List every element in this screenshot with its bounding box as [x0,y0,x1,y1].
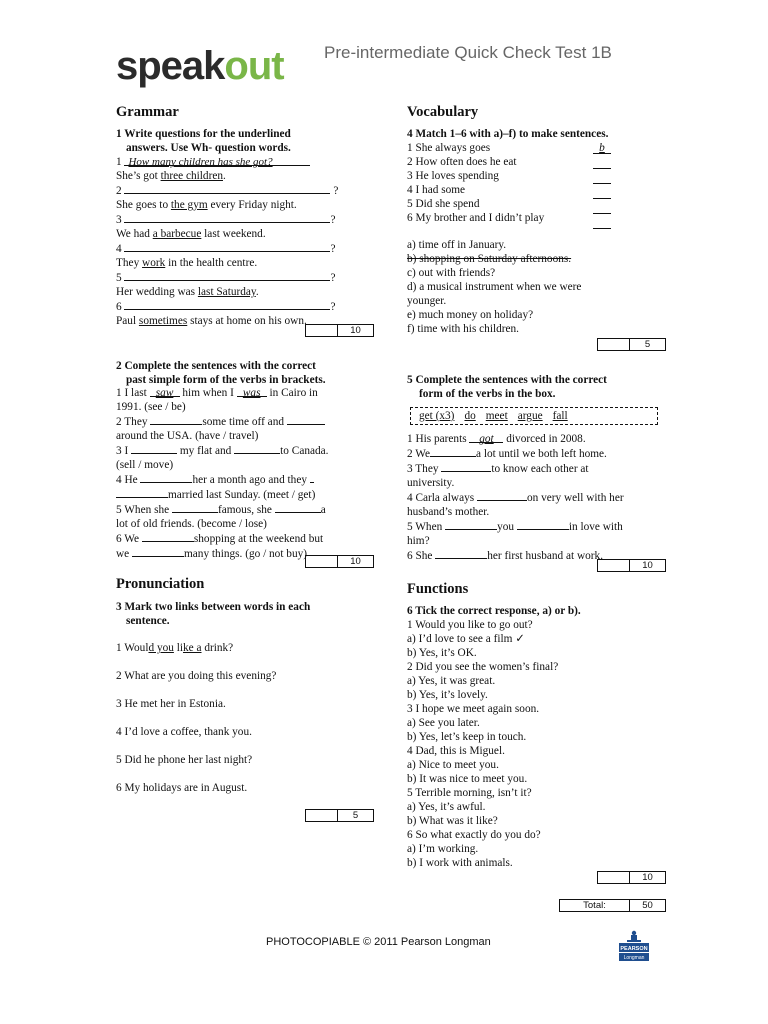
answer-blank[interactable] [124,270,330,281]
response-option[interactable]: b) I work with animals. [407,857,513,869]
functions-list: 1 Would you like to go out? a) I’d love to see a film ✓ b) Yes, it’s OK. 2 Did you see the women’s final? a) Yes, it was great. b) Yes, it’s lovely. 3 I hope we meet again soon. a) See you later. b) Yes, let’s keep in touch. 4 Dad, this is Miguel. a) Nice to meet you. b) It was nice to meet you. 5 Terrible morning, isn’t it? a) Yes, it’s awful. b) What was it like? 6 So what exactly do you do? a) I’m working. b) I work with animals. [407,618,657,870]
answer-blank[interactable] [593,216,611,229]
grammar-instruction-1: 1 Write questions for the underlined answers. Use Wh- question words. [116,128,291,154]
score-box: 5 [597,338,666,351]
pronunciation-sentence-5: 5 Did he phone her last night? [116,754,253,766]
vocabulary-exercise-5: 1 His parents got divorced in 2008. 2 We a lot until we both left home. 3 They to know each other at university. 4 Carla always on very well with her husband’s mother. 5 When you in love with him? 6 She her first husband at work. [407,433,624,562]
copyright-footer: PHOTOCOPIABLE © 2011 Pearson Longman [266,936,491,948]
response-option[interactable]: b) Yes, let’s keep in touch. [407,731,527,743]
svg-text:PEARSON: PEARSON [620,946,648,952]
vocabulary-heading: Vocabulary [407,104,479,120]
response-option[interactable]: a) Yes, it’s awful. [407,801,486,813]
answer-blank[interactable] [593,186,611,199]
grammar-instruction-2: 2 Complete the sentences with the correct past simple form of the verbs in brackets. [116,360,326,386]
pearson-longman-logo [618,928,650,962]
vocabulary-instruction-5: 5 Complete the sentences with the correct form of the verbs in the box. [407,374,607,400]
vocabulary-instruction-4: 4 Match 1–6 with a)–f) to make sentences. [407,128,609,140]
answer-blank[interactable] [124,241,330,252]
score-box: 5 [305,809,374,822]
response-option[interactable]: a) See you later. [407,717,480,729]
functions-instruction: 6 Tick the correct response, a) or b). [407,605,581,617]
answer-blank[interactable] [124,212,330,223]
answer-blank[interactable] [124,299,330,310]
grammar-exercise-1: 1 How many children has she got? She’s got three children. 2 ? She goes to the gym every Friday night. 3 ? We had a barbecue last weekend. 4 ? They work in the health centre. 5 ? Her wedding was last Saturday. 6 ? Paul sometimes stays at home on his own. [116,156,339,327]
pronunciation-sentence-4: 4 I’d love a coffee, thank you. [116,726,252,738]
vocabulary-items: 1 She always goes 2 How often does he eat 3 He loves spending 4 I had some 5 Did she spend 6 My brother and I didn’t play [407,142,545,224]
pronunciation-sentence-2: 2 What are you doing this evening? [116,670,277,682]
response-option[interactable]: a) Nice to meet you. [407,759,499,771]
response-option[interactable]: b) It was nice to meet you. [407,773,528,785]
pearson-logo-icon [618,928,650,962]
pronunciation-heading: Pronunciation [116,576,205,592]
score-box: 10 [305,324,374,337]
test-title: Pre-intermediate Quick Check Test 1B [324,43,612,62]
response-option[interactable]: a) Yes, it was great. [407,675,496,687]
answer-blank[interactable] [593,201,611,214]
answer-blank[interactable] [593,171,611,184]
pronunciation-sentence-1: 1 Would you like a drink? [116,642,234,654]
score-box: 10 [597,559,666,572]
answer-blank[interactable] [593,156,611,169]
response-option[interactable]: b) What was it like? [407,815,498,827]
svg-text:Longman: Longman [623,955,645,961]
speakout-logo: speakout [116,44,284,88]
functions-heading: Functions [407,581,469,597]
response-option[interactable]: b) Yes, it’s lovely. [407,689,488,701]
vocabulary-options: a) time off in January. b) shopping on Saturday afternoons. c) out with friends? d) a musical instrument when we were younger. e) much money on holiday? f) time with his children. [407,239,582,335]
score-box: 10 [597,871,666,884]
score-box: 10 [305,555,374,568]
total-score-box: Total: 50 [559,899,666,912]
pronunciation-instruction: 3 Mark two links between words in each sentence. [116,601,311,627]
response-option[interactable]: a) I’d love to see a film ✓ [407,633,525,645]
answer-blank[interactable] [124,183,330,194]
pronunciation-sentence-6: 6 My holidays are in August. [116,782,248,794]
match-blanks: b [593,141,611,231]
grammar-exercise-2: 1 I last saw him when I was in Cairo in 1991. (see / be) 2 They some time off and around the USA. (have / travel) 3 I my flat and to Canada. (sell / move) 4 He her a month ago and they married last Sunday. (meet / get) 5 When she famous, she a lot of old friends. (become / lose) 6 We shopping at the weekend but we many things. (go / not buy) [116,387,329,560]
response-option[interactable]: b) Yes, it’s OK. [407,647,477,659]
response-option[interactable]: a) I’m working. [407,843,479,855]
word-box: get (x3) do meet argue fall [410,407,658,425]
pronunciation-sentence-3: 3 He met her in Estonia. [116,698,226,710]
grammar-heading: Grammar [116,104,179,120]
